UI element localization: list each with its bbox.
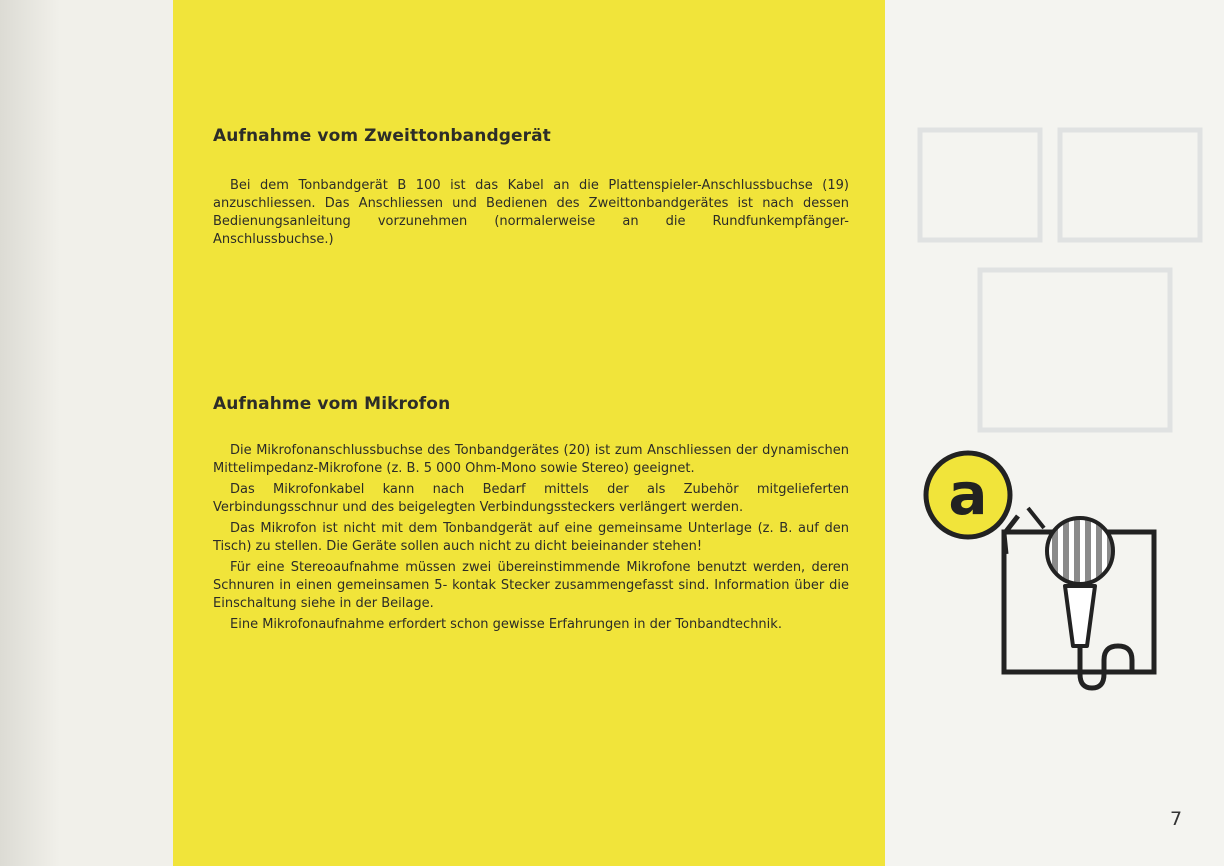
paragraph: Bei dem Tonbandgerät B 100 ist das Kabel an die Plattenspieler-Anschlussbuchse (19) anzuschliessen. Das Anschliessen und Bedienen des Zweittonbandgerätes ist nach dessen Bedienungsanleitung vorzunehmen (normalerweise an die Rundfunkempfänger-Anschlussbuchse.) [213, 178, 849, 247]
section-heading-microphone: Aufnahme vom Mikrofon [213, 394, 451, 414]
paragraph: Eine Mikrofonaufnahme erfordert schon gewisse Erfahrungen in der Tonbandtechnik. [230, 617, 782, 632]
microphone-icon [1047, 514, 1132, 688]
bleed-through-figure [910, 120, 1210, 440]
page-edge-shadow [0, 0, 60, 866]
page-number: 7 [1170, 808, 1183, 830]
paragraph: Für eine Stereoaufnahme müssen zwei übereinstimmende Mikrofone benutzt werden, deren Schnuren in einen gemeinsamen 5- kontak Stecker zusammengefasst sind. Information über die Einschaltung siehe in der Beilage. [213, 560, 849, 611]
paragraph: Das Mikrofon ist nicht mit dem Tonbandgerät auf eine gemeinsame Unterlage (z. B. auf den Tisch) zu stellen. Die Geräte sollen auch nicht zu dicht beieinander stehen! [213, 521, 849, 554]
paragraph: Die Mikrofonanschlussbuchse des Tonbandgerätes (20) ist zum Anschliessen der dynamischen Mittelimpedanz-Mikrofone (z. B. 5 000 Ohm-Mono sowie Stereo) geeignet. [213, 443, 849, 476]
paragraph: Das Mikrofonkabel kann nach Bedarf mittels der als Zubehör mitgelieferten Verbindungsschnur und des beigelegten Verbindungssteckers verlängert werden. [213, 482, 849, 515]
section-body-microphone [213, 442, 849, 637]
badge-a-icon [926, 453, 1010, 537]
section-body-second-recorder [213, 177, 849, 252]
microphone-illustration [920, 448, 1165, 698]
badge-letter: a [948, 460, 988, 528]
section-heading-second-recorder: Aufnahme vom Zweittonbandgerät [213, 126, 551, 146]
